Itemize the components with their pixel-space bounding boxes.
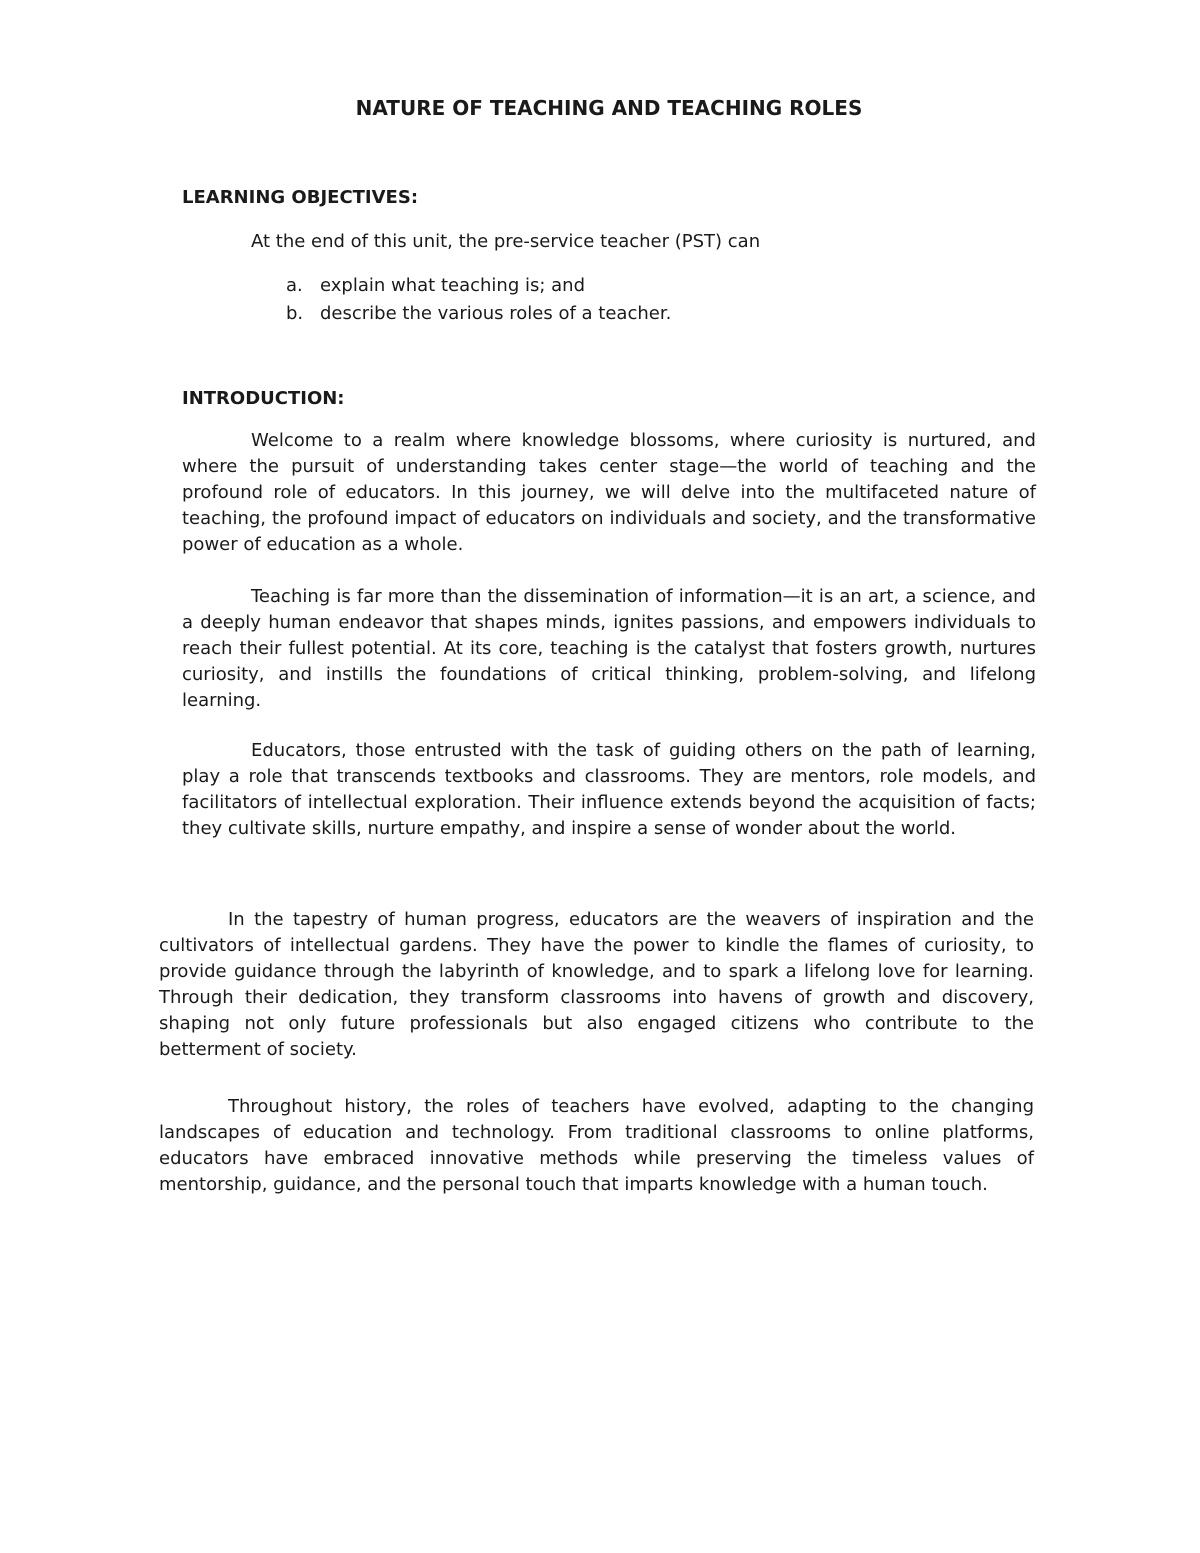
objectives-list: [286, 272, 671, 328]
intro-paragraph-1: Welcome to a realm where knowledge blossoms, where curiosity is nurtured, and where the pursuit of understanding takes center stage—the world of teaching and the profound role of educators. In this journey, we will delve into the multifaceted nature of teaching, the profound impact of educators on individuals and society, and the transformative power of education as a whole.: [182, 430, 1036, 555]
intro-paragraph-2: Teaching is far more than the dissemination of information—it is an art, a science, and a deeply human endeavor that shapes minds, ignites passions, and empowers individuals to reach their fullest potential. At its core, teaching is the catalyst that fosters growth, nurtures curiosity, and instills the foundations of critical thinking, problem-solving, and lifelong learning.: [182, 586, 1036, 711]
list-item-text: explain what teaching is; and: [320, 275, 585, 296]
list-marker: a.: [286, 275, 303, 296]
introduction-heading: INTRODUCTION:: [182, 388, 345, 409]
list-item: [286, 272, 671, 300]
intro-paragraph-4: In the tapestry of human progress, educators are the weavers of inspiration and the cultivators of intellectual gardens. They have the power to kindle the flames of curiosity, to provide guidance through the labyrinth of knowledge, and to spark a lifelong love for learning. Through their dedication, they transform classrooms into havens of growth and discovery, shaping not only future professionals but also engaged citizens who contribute to the betterment of society.: [159, 909, 1034, 1060]
list-item-text: describe the various roles of a teacher.: [320, 303, 672, 324]
intro-paragraph-3: Educators, those entrusted with the task of guiding others on the path of learning, play a role that transcends textbooks and classrooms. They are mentors, role models, and facilitators of intellectual exploration. Their influence extends beyond the acquisition of facts; they cultivate skills, nurture empathy, and inspire a sense of wonder about the world.: [182, 740, 1036, 839]
page-title: NATURE OF TEACHING AND TEACHING ROLES: [355, 96, 863, 120]
intro-paragraph-5: Throughout history, the roles of teachers have evolved, adapting to the changing landscapes of education and technology. From traditional classrooms to online platforms, educators have embraced innovative methods while preserving the timeless values of mentorship, guidance, and the personal touch that imparts knowledge with a human touch.: [159, 1096, 1034, 1195]
learning-objectives-heading: LEARNING OBJECTIVES:: [182, 187, 419, 208]
list-item: [286, 300, 671, 328]
objectives-intro-text: At the end of this unit, the pre-service teacher (PST) can: [251, 231, 761, 252]
list-marker: b.: [286, 303, 304, 324]
